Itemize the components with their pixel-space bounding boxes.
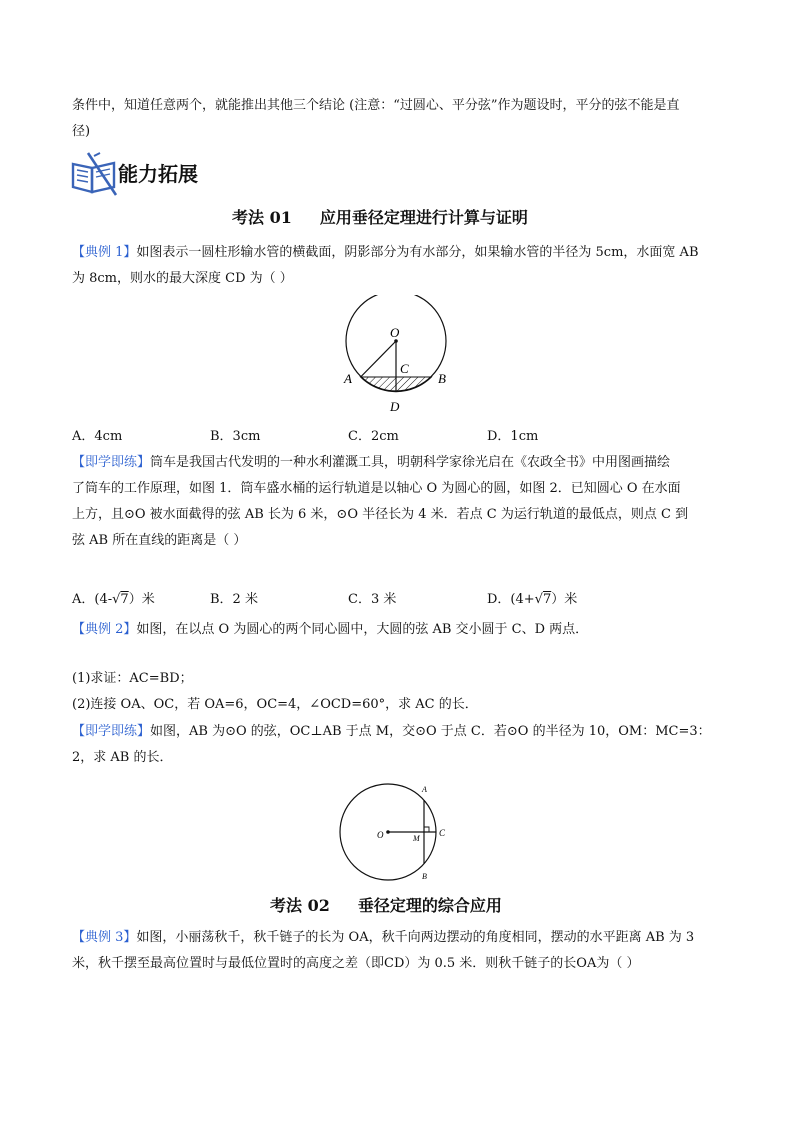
kaofa2-title: 垂径定理的综合应用 [357,896,502,915]
kaofa2-heading [270,893,502,916]
practice-2-line-1: 如图，AB 为⊙O 的弦，OC⊥AB 于点 M，交⊙O 于点 C．若⊙O 的半径为 10，OM：MC=3： [150,724,711,739]
example-3-line-2: 米，秋千摆至最高位置时与最低位置时的高度之差（即CD）为 0.5 米．则秋千链子的长OA为（ ） [72,956,640,971]
kaofa1-number: 考法 01 [232,208,292,227]
fig2-label-a: A [422,785,427,794]
practice-1-option-a: A．(4-√7）米 [72,592,155,607]
example-3-tag: 【典例 3】 [72,930,137,945]
practice-1 [72,450,732,554]
figure-pipe-cross-section [330,295,460,420]
intro-line-2: 径) [72,124,91,139]
fig1-label-c: C [400,361,409,376]
sqrt-radicand: 7 [120,592,129,607]
example-1-option-c: C．2cm [348,429,399,444]
example-1-option-d: D．1cm [487,429,539,444]
example-2-tag: 【典例 2】 [72,622,137,637]
example-2-question-1: (1)求证：AC=BD； [72,671,193,686]
example-1-line-2: 为 8cm，则水的最大深度 CD 为（ ） [72,271,293,286]
fig1-label-b: B [438,371,446,386]
example-2-question-2: (2)连接 OA、OC，若 OA=6，OC=4，∠OCD=60°，求 AC 的长． [72,697,478,712]
example-2-line-1: 如图，在以点 O 为圆心的两个同心圆中，大圆的弦 AB 交小圆于 C、D 两点． [136,622,589,637]
practice-2-tag: 【即学即练】 [72,724,151,739]
book-pen-icon [70,150,120,198]
sqrt-radicand: 7 [542,592,552,607]
practice-1-option-d: D．(4+√7）米 [487,592,578,607]
example-1 [72,240,732,292]
practice-1-line-1: 筒车是我国古代发明的一种水利灌溉工具，明朝科学家徐光启在《农政全书》中用图画描绘 [150,455,671,470]
practice-1-tag: 【即学即练】 [72,455,151,470]
intro-paragraph [72,93,732,145]
fig1-label-d: D [390,399,400,414]
practice-2-line-2: 2，求 AB 的长． [72,750,173,765]
example-1-line-1: 如图表示一圆柱形输水管的横截面，阴影部分为有水部分，如果输水管的半径为 5cm，水面宽 AB [136,245,699,260]
example-3-line-1: 如图，小丽荡秋千，秋千链子的长为 OA，秋千向两边摆动的角度相同，摆动的水平距离 AB 为 3 [136,930,695,945]
fig1-label-o: O [390,325,400,340]
sqrt-icon: √ [112,592,121,607]
section-title: 能力拓展 [118,162,198,186]
example-3 [72,925,732,977]
practice-1-line-3: 上方，且⊙O 被水面截得的弦 AB 长为 6 米，⊙O 半径长为 4 米．若点 C 为运行轨道的最低点，则点 C 到 [72,507,689,522]
practice-1-line-2: 了筒车的工作原理，如图 1．筒车盛水桶的运行轨道是以轴心 O 为圆心的圆，如图 2．已知圆心 O 在水面 [72,481,681,496]
figure-chord-circle [330,778,460,886]
kaofa1-title: 应用垂径定理进行计算与证明 [319,208,528,227]
practice-1-option-c: C．3 米 [348,592,397,607]
sqrt-icon: √ [534,592,543,607]
fig2-label-b: B [422,872,427,881]
fig2-label-m: M [413,834,420,843]
fig2-label-o: O [377,830,384,840]
fig1-label-a: A [344,371,352,386]
example-1-option-a: A．4cm [72,429,123,444]
practice-1-option-b: B．2 米 [210,592,258,607]
kaofa2-number: 考法 02 [270,896,330,915]
example-1-tag: 【典例 1】 [72,245,137,260]
example-2 [72,617,732,643]
practice-1-line-4: 弦 AB 所在直线的距离是（ ） [72,533,247,548]
example-2-questions [72,666,732,718]
fig2-label-c: C [439,828,446,838]
intro-line-1: 条件中，知道任意两个，就能推出其他三个结论 (注意：“过圆心、平分弦”作为题设时，平分的弦不能是直 [72,98,680,113]
practice-2 [72,719,732,771]
example-1-option-b: B．3cm [210,429,261,444]
kaofa1-heading [232,205,528,228]
